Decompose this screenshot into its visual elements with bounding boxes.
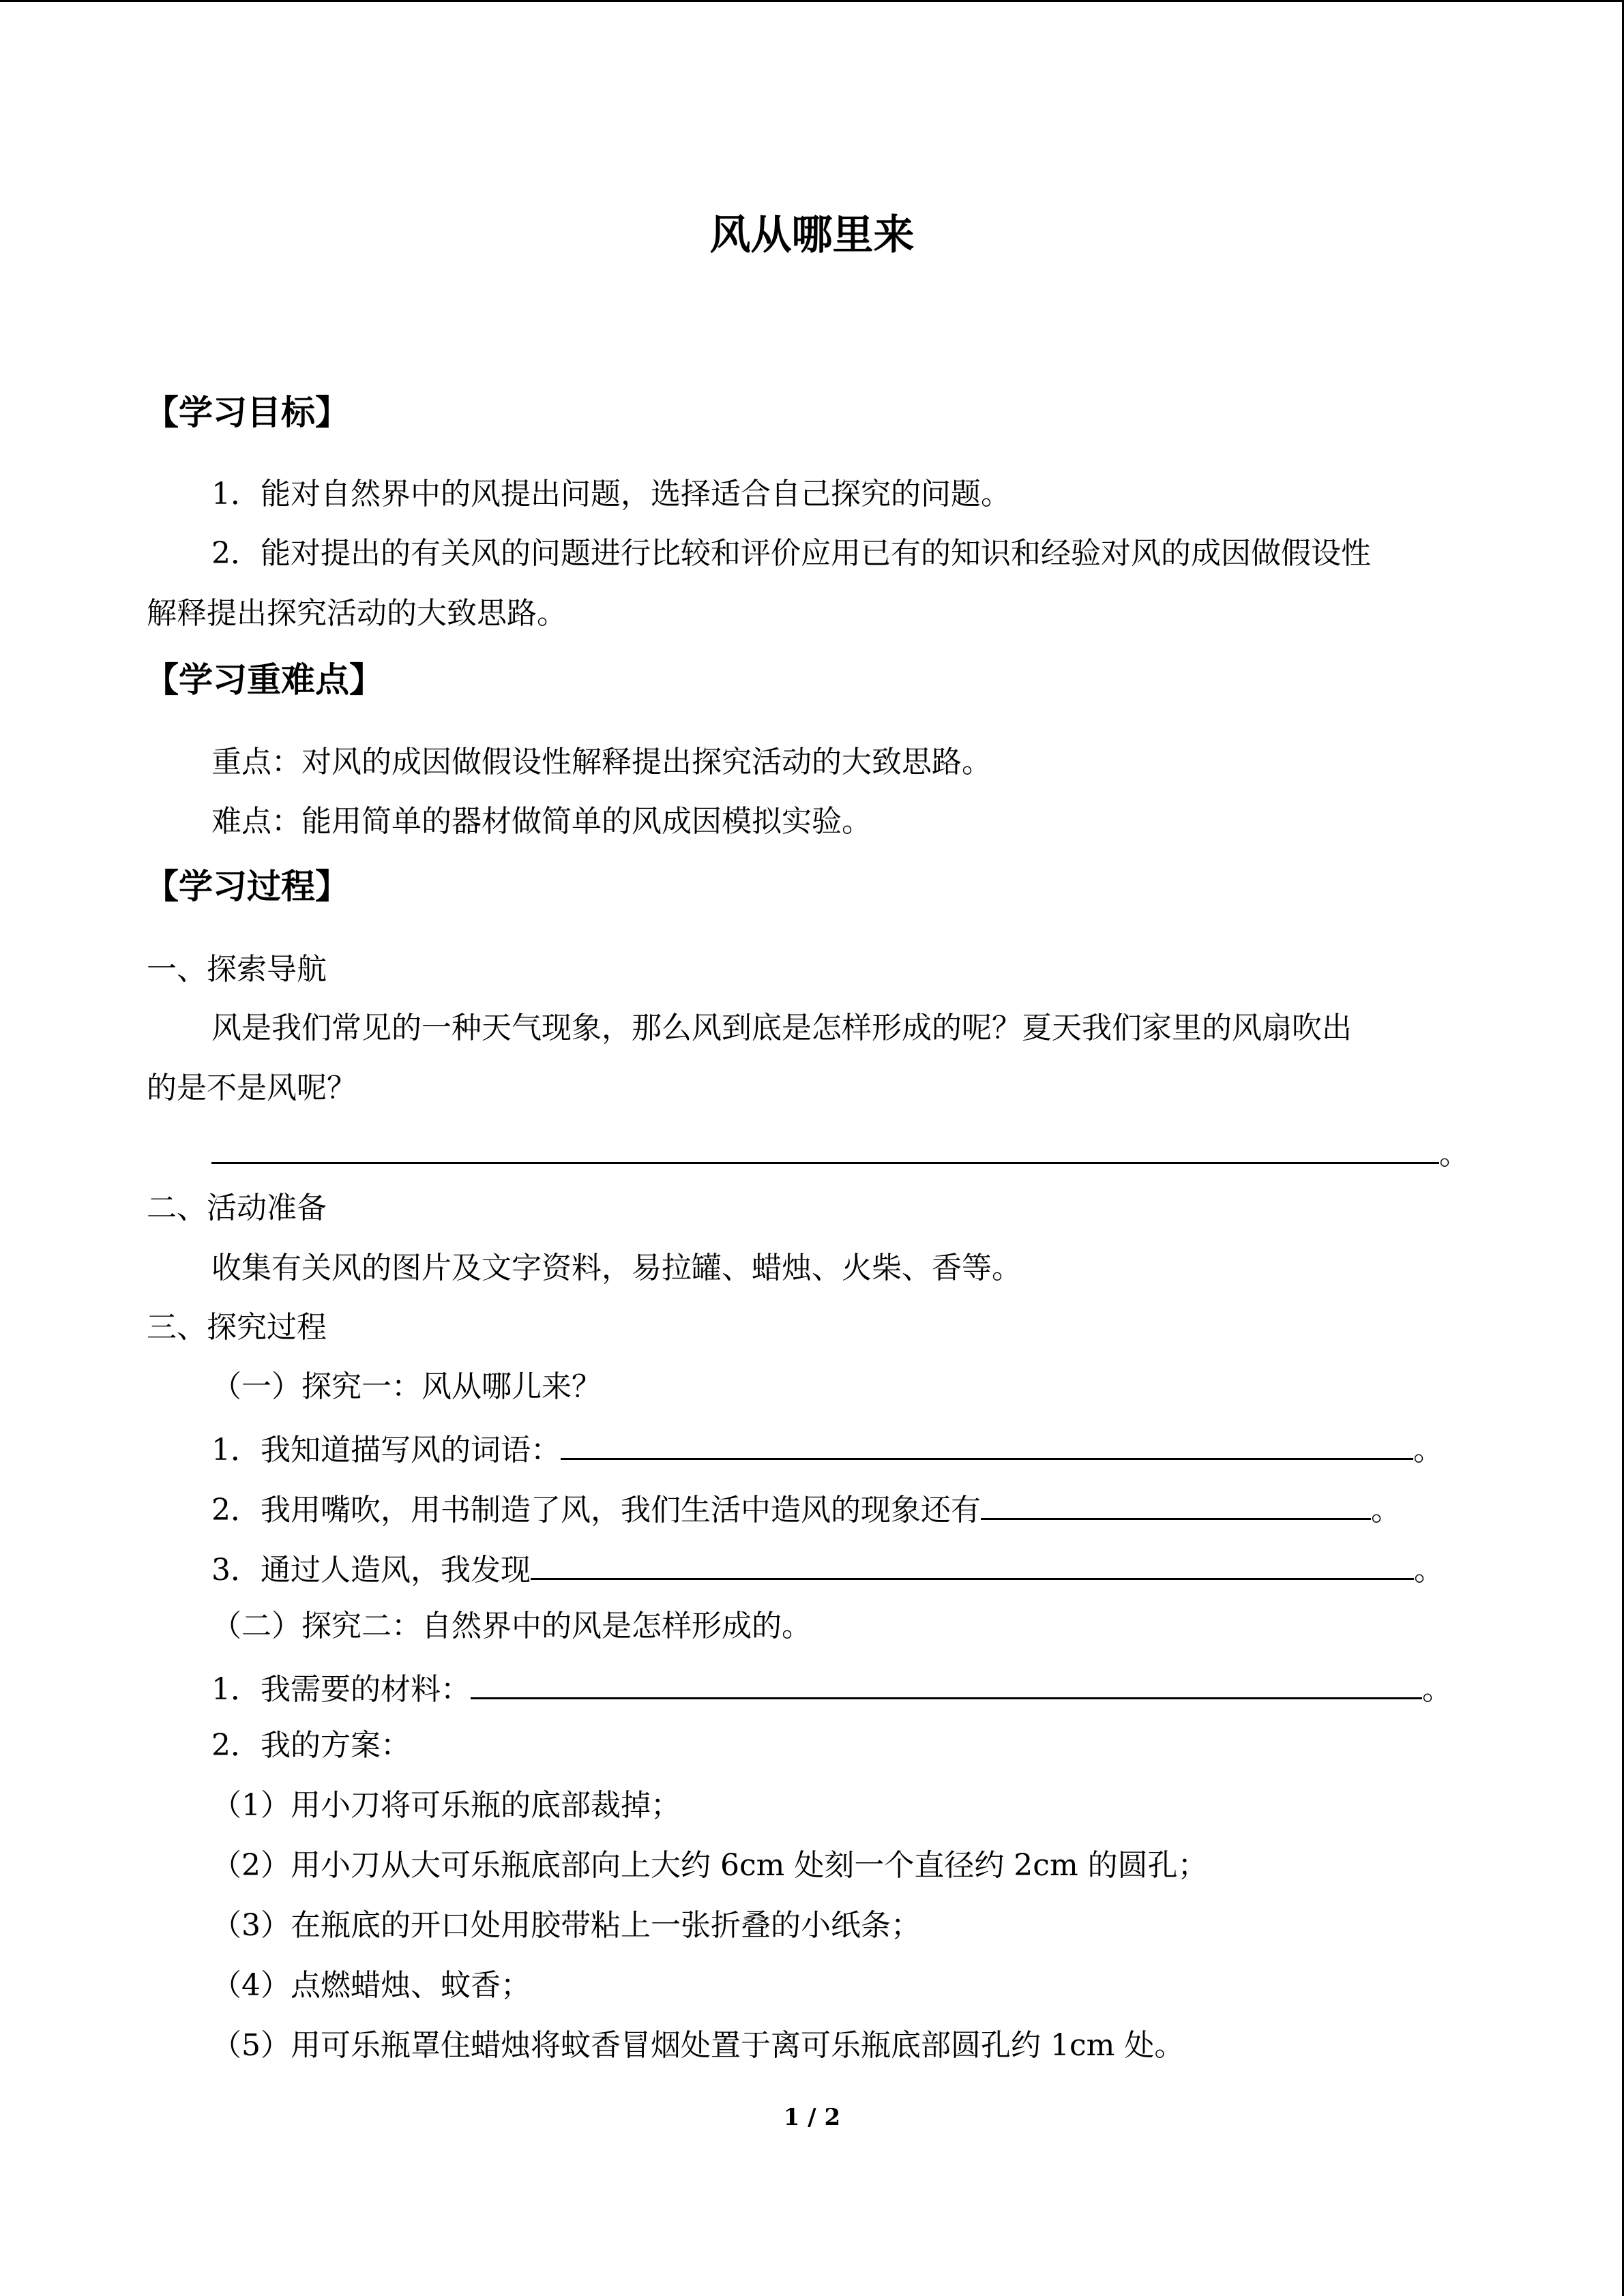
inquiry1-q2	[211, 1487, 1401, 1531]
inquiry2-q2: 2．我的方案：	[211, 1728, 411, 1763]
page-top-border	[0, 0, 1624, 2]
focus-text: 重点：对风的成因做假设性解释提出探究活动的大致思路。	[211, 745, 992, 779]
document-title: 风从哪里来	[709, 211, 915, 259]
inquiry1-q3-end: 。	[1414, 1553, 1444, 1587]
goal-item-1: 1．能对自然界中的风提出问题，选择适合自己探究的问题。	[211, 477, 1011, 511]
page-number: 1 / 2	[783, 2104, 841, 2131]
inquiry1-q2-text: 2．我用嘴吹，用书制造了风，我们生活中造风的现象还有	[211, 1493, 981, 1527]
part1-answer-line	[211, 1131, 1469, 1175]
inquiry1-q3-text: 3．通过人造风，我发现	[211, 1553, 531, 1587]
goal-item-2-line2: 解释提出探究活动的大致思路。	[147, 596, 567, 631]
inquiry2-q1-blank[interactable]	[471, 1666, 1422, 1699]
part2-heading: 二、活动准备	[147, 1191, 327, 1225]
inquiry1-q3-blank[interactable]	[531, 1547, 1414, 1580]
part3-heading: 三、探究过程	[147, 1310, 327, 1345]
inquiry1-q1-text: 1．我知道描写风的词语：	[211, 1433, 561, 1467]
step-2: （2）用小刀从大可乐瓶底部向上大约 6cm 处刻一个直径约 2cm 的圆孔；	[211, 1848, 1208, 1883]
inquiry2-q1-end: 。	[1422, 1672, 1452, 1707]
inquiry1-q1-end: 。	[1413, 1433, 1443, 1467]
goal-item-2-line1: 2．能对提出的有关风的问题进行比较和评价应用已有的知识和经验对风的成因做假设性	[211, 536, 1371, 571]
part1-answer-end: 。	[1439, 1137, 1469, 1172]
part1-text-line1: 风是我们常见的一种天气现象，那么风到底是怎样形成的呢？夏天我们家里的风扇吹出	[211, 1011, 1352, 1045]
inquiry2-q1-text: 1．我需要的材料：	[211, 1672, 471, 1707]
step-1: （1）用小刀将可乐瓶的底部裁掉；	[211, 1788, 681, 1823]
inquiry1-heading: （一）探究一：风从哪儿来？	[211, 1369, 602, 1404]
inquiry1-q2-end: 。	[1371, 1493, 1401, 1527]
part1-heading: 一、探索导航	[147, 952, 327, 987]
part1-text-line2: 的是不是风呢？	[147, 1071, 357, 1105]
part1-answer-blank[interactable]	[211, 1131, 1439, 1164]
difficulty-text: 难点：能用简单的器材做简单的风成因模拟实验。	[211, 804, 872, 839]
inquiry1-q1-blank[interactable]	[561, 1427, 1413, 1460]
inquiry1-q3	[211, 1547, 1444, 1591]
step-3: （3）在瓶底的开口处用胶带粘上一张折叠的小纸条；	[211, 1908, 921, 1943]
process-heading: 【学习过程】	[145, 867, 349, 906]
goals-heading: 【学习目标】	[145, 393, 349, 432]
inquiry2-q1	[211, 1666, 1452, 1710]
inquiry2-heading: （二）探究二：自然界中的风是怎样形成的。	[211, 1609, 812, 1643]
step-4: （4）点燃蜡烛、蚊香；	[211, 1968, 531, 2003]
key-points-heading: 【学习重难点】	[145, 660, 383, 700]
part2-text: 收集有关风的图片及文字资料，易拉罐、蜡烛、火柴、香等。	[211, 1251, 1022, 1285]
inquiry1-q2-blank[interactable]	[981, 1487, 1371, 1520]
step-5: （5）用可乐瓶罩住蜡烛将蚊香冒烟处置于离可乐瓶底部圆孔约 1cm 处。	[211, 2028, 1185, 2063]
inquiry1-q1	[211, 1427, 1443, 1471]
